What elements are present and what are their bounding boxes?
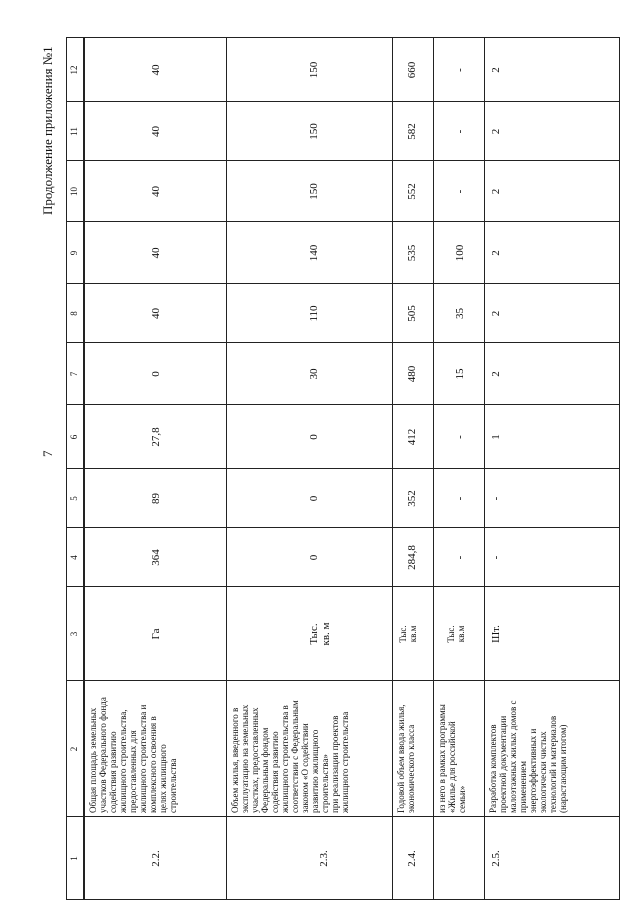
row-value: 40 (150, 308, 162, 319)
row-unit: Тыс. кв.м (446, 625, 466, 643)
row-value: 660 (406, 61, 418, 79)
row-value: 0 (150, 371, 162, 377)
row-value: 2 (490, 128, 502, 135)
row-value: - (490, 496, 502, 501)
col-header: 1 (69, 856, 79, 861)
row-label: Общая площадь земельных участков Федерального фонда содействия развитию жилищного строительства, предоставленных для жилищного строительства и комплексного освоения в целях жилищного строительства (88, 697, 178, 813)
row-value: 40 (150, 126, 162, 137)
row-value: 15 (454, 368, 466, 380)
row-value: - (454, 189, 466, 194)
row-label: из него в рамках программы «Жилье для российской семьи» (437, 704, 467, 813)
row-label: Годовой объем ввода жилья, экономического класса (396, 704, 416, 813)
row-value: 40 (150, 186, 162, 197)
row-value: 150 (308, 61, 320, 79)
col-header: 11 (69, 127, 79, 136)
row-number: 2.4. (406, 850, 418, 867)
continuation-label: Продолжение приложения №1 (40, 46, 55, 215)
row-number: 2.5. (490, 850, 502, 867)
row-number: 2.3. (318, 850, 330, 867)
row-value: 140 (308, 244, 320, 262)
row-value: - (490, 555, 502, 560)
col-header: 7 (69, 371, 79, 377)
row-value: 352 (406, 490, 418, 507)
row-unit: Тыс. кв.м (398, 625, 418, 643)
col-header: 5 (69, 496, 79, 501)
row-value: 35 (454, 308, 466, 319)
row-value: - (454, 435, 466, 439)
row-value: 150 (308, 123, 320, 140)
row-value: 552 (406, 183, 418, 200)
row-value: 40 (150, 64, 162, 76)
col-header: 12 (69, 65, 79, 75)
row-value: 100 (454, 244, 466, 262)
col-header: 9 (69, 250, 79, 256)
row-unit: Тыс. кв. м (308, 622, 332, 646)
col-header: 10 (69, 187, 79, 196)
row-unit: Га (150, 628, 162, 640)
page-number: 7 (40, 450, 55, 457)
row-value: 40 (150, 247, 162, 259)
row-value: 2 (490, 371, 502, 377)
row-value: 505 (406, 305, 418, 322)
row-value: 2 (490, 67, 502, 73)
row-value: 150 (308, 183, 320, 200)
row-label: Объем жилья, введенного в эксплуатацию на земельных участках, предоставленных Федеральным фондом содействия развитию жилищного строительства в соответствии с Федеральным законом «О содействии развитию жилищного строительства» при реализации проектов жилищного строительства (230, 700, 350, 813)
row-value: 582 (406, 123, 418, 140)
row-value: 364 (150, 549, 162, 566)
row-value: - (454, 555, 466, 560)
col-header: 4 (69, 555, 79, 560)
row-value: 2 (490, 310, 502, 317)
row-value: 2 (490, 250, 502, 256)
row-value: - (454, 496, 466, 501)
row-value: 89 (150, 493, 162, 504)
row-label: Разработка комплектов проектной документации малоэтажных жилых домов с применением энергоэффективных и экологически чистых технологий и материалов (нарастающим итогом) (488, 700, 568, 813)
row-value: - (454, 68, 466, 72)
row-unit: Шт. (490, 625, 502, 643)
row-value: 30 (308, 368, 320, 380)
row-value: 0 (308, 495, 320, 502)
row-value: 284,8 (406, 545, 418, 570)
row-value: 2 (490, 188, 502, 195)
row-value: 0 (308, 434, 320, 440)
row-value: 0 (308, 554, 320, 561)
row-value: 1 (490, 434, 502, 440)
col-header: 2 (69, 746, 79, 752)
row-value: - (454, 129, 466, 134)
row-value: 27,8 (150, 427, 162, 447)
col-header: 3 (69, 631, 79, 637)
col-header: 6 (69, 434, 79, 440)
row-value: 535 (406, 244, 418, 262)
row-value: 412 (406, 428, 418, 446)
row-number: 2.2. (150, 850, 162, 867)
row-value: 480 (406, 365, 418, 383)
row-value: 110 (308, 305, 320, 322)
col-header: 8 (69, 311, 79, 316)
